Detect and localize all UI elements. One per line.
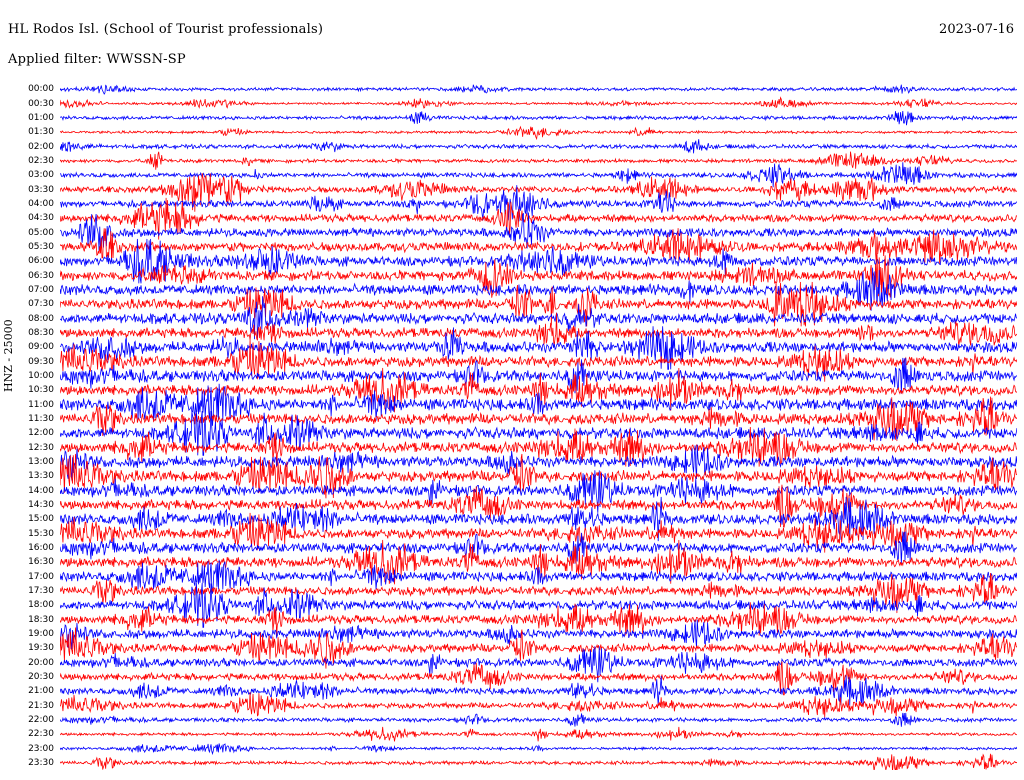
time-tick-label: 06:30 (28, 270, 54, 281)
trace-line (60, 727, 1017, 742)
time-tick-label: 09:30 (28, 356, 54, 367)
time-tick-label: 00:30 (28, 98, 54, 109)
time-tick-label: 02:30 (28, 155, 54, 166)
trace-line (60, 85, 1017, 94)
time-tick-label: 21:00 (28, 686, 54, 697)
trace-line (60, 743, 1017, 753)
time-tick-label: 15:00 (28, 514, 54, 525)
date-label: 2023-07-16 (939, 22, 1014, 37)
time-tick-label: 08:30 (28, 327, 54, 338)
time-tick-label: 01:30 (28, 127, 54, 138)
time-tick-label: 15:30 (28, 528, 54, 539)
time-tick-label: 16:30 (28, 557, 54, 568)
time-tick-label: 11:00 (28, 399, 54, 410)
time-tick-label: 14:00 (28, 485, 54, 496)
time-tick-label: 03:30 (28, 184, 54, 195)
time-tick-label: 12:00 (28, 428, 54, 439)
seismogram-traces (60, 82, 1017, 770)
time-tick-label: 12:30 (28, 442, 54, 453)
page-title: HL Rodos Isl. (School of Tourist professionals) (8, 22, 324, 37)
time-tick-label: 10:00 (28, 370, 54, 381)
time-tick-label: 00:00 (28, 84, 54, 95)
time-tick-label: 08:00 (28, 313, 54, 324)
time-tick-label: 21:30 (28, 700, 54, 711)
time-tick-label: 13:30 (28, 471, 54, 482)
helicorder-plot (60, 82, 1017, 770)
time-tick-label: 16:00 (28, 542, 54, 553)
time-tick-labels (0, 82, 58, 770)
trace-line (60, 127, 1017, 139)
y-axis-label: HNZ - 25000 (2, 319, 15, 392)
trace-line (60, 152, 1017, 170)
trace-line (60, 754, 1017, 770)
trace-line (60, 139, 1017, 153)
time-tick-label: 02:00 (28, 141, 54, 152)
time-tick-label: 22:00 (28, 714, 54, 725)
time-tick-label: 19:00 (28, 628, 54, 639)
time-tick-label: 10:30 (28, 385, 54, 396)
time-tick-label: 05:00 (28, 227, 54, 238)
time-tick-label: 19:30 (28, 643, 54, 654)
time-tick-label: 23:30 (28, 757, 54, 768)
trace-line (60, 98, 1017, 108)
time-tick-label: 23:00 (28, 743, 54, 754)
time-tick-label: 03:00 (28, 170, 54, 181)
trace-line (60, 675, 1017, 706)
time-tick-label: 22:30 (28, 729, 54, 740)
trace-line (60, 111, 1017, 125)
time-tick-label: 04:30 (28, 213, 54, 224)
time-tick-label: 09:00 (28, 342, 54, 353)
time-tick-label: 05:30 (28, 241, 54, 252)
time-tick-label: 18:30 (28, 614, 54, 625)
time-tick-label: 06:00 (28, 256, 54, 267)
trace-line (60, 213, 1017, 251)
time-tick-label: 07:00 (28, 284, 54, 295)
time-tick-label: 20:30 (28, 671, 54, 682)
time-tick-label: 17:00 (28, 571, 54, 582)
time-tick-label: 07:30 (28, 299, 54, 310)
time-tick-label: 20:00 (28, 657, 54, 668)
time-tick-label: 11:30 (28, 413, 54, 424)
time-tick-label: 04:00 (28, 198, 54, 209)
time-tick-label: 17:30 (28, 585, 54, 596)
filter-label: Applied filter: WWSSN-SP (8, 52, 186, 67)
time-tick-label: 18:00 (28, 600, 54, 611)
time-tick-label: 14:30 (28, 499, 54, 510)
time-tick-label: 13:00 (28, 456, 54, 467)
time-tick-label: 01:00 (28, 112, 54, 123)
